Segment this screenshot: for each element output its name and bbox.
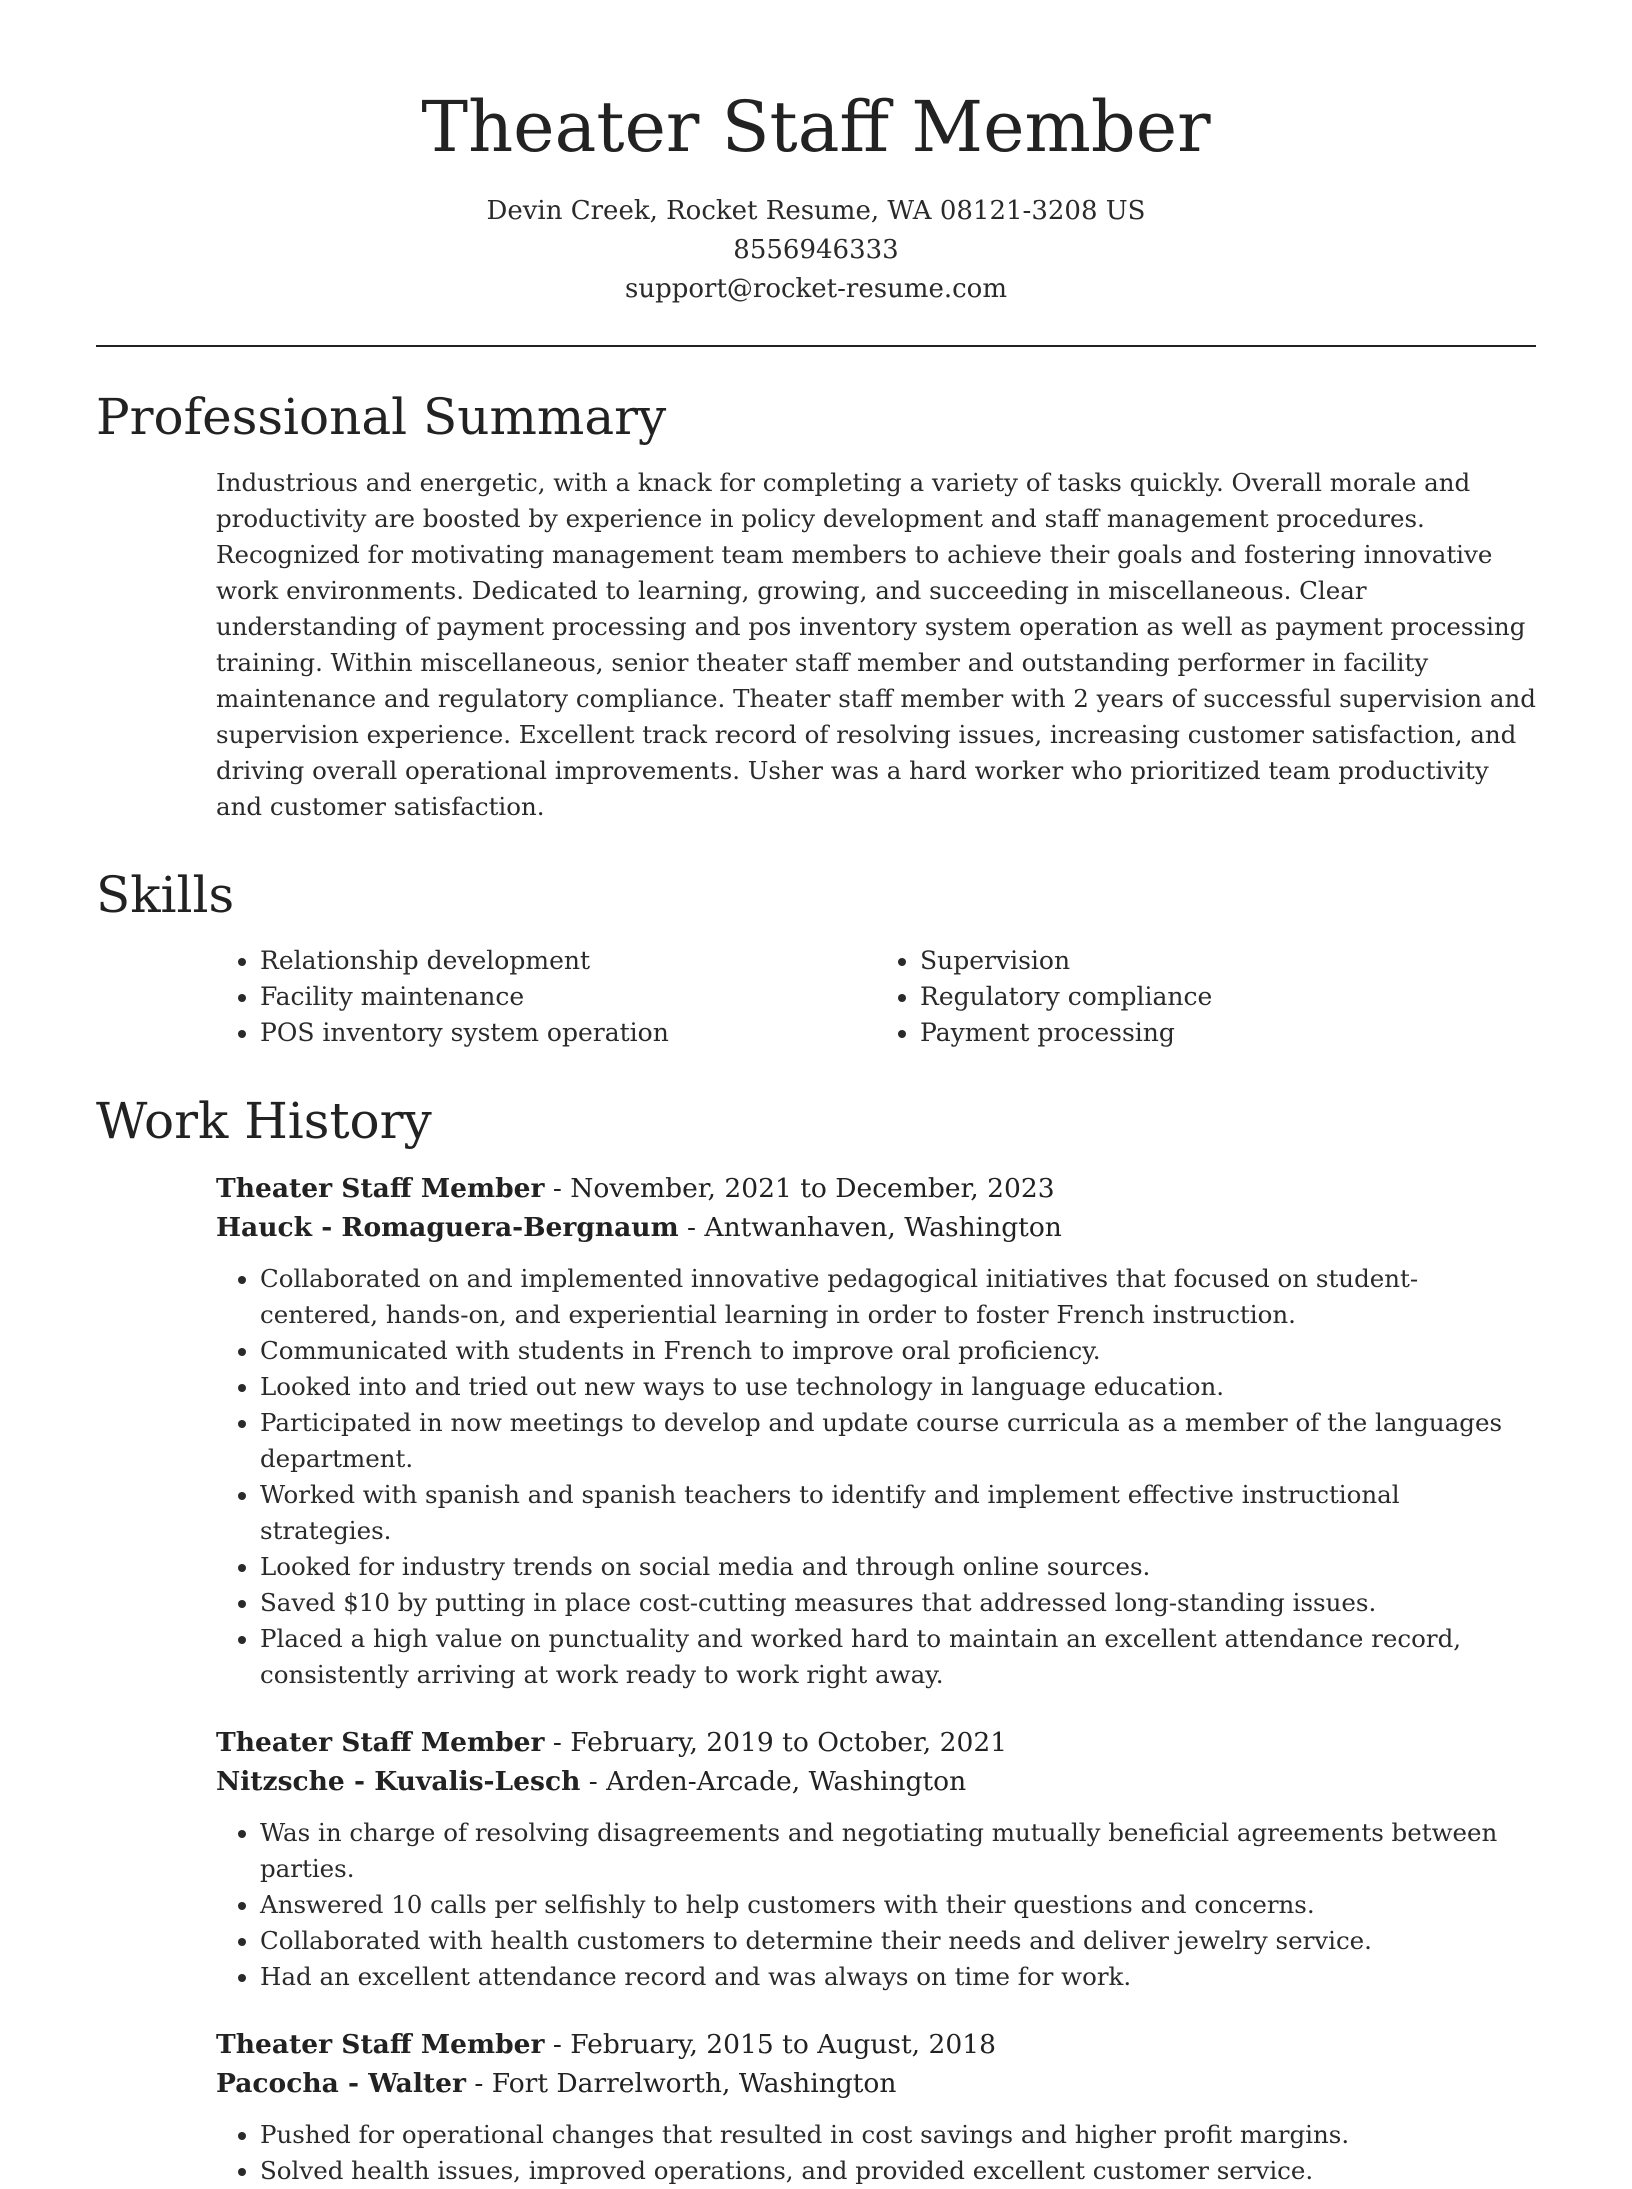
job-duty: • Looked into and tried out new ways to use technology in language education. — [260, 1369, 1536, 1405]
job-duty: • Participated in now meetings to develop and update course curricula as a member of the languages department. — [260, 1405, 1536, 1477]
summary-text: Industrious and energetic, with a knack for completing a variety of tasks quickly. Overall morale and productivity are boosted by experience in policy development and staff management procedures. Recognized for motivating management team members to achieve their goals and fostering innovative work environments. Dedicated to learning, growing, and succeeding in miscellaneous. Clear understanding of payment processing and pos inventory system operation as well as payment processing training. Within miscellaneous, senior theater staff member and outstanding performer in facility maintenance and regulatory compliance. Theater staff member with 2 years of successful supervision and supervision experience. Excellent track record of resolving issues, increasing customer satisfaction, and driving overall operational improvements. Usher was a hard worker who prioritized team productivity and customer satisfaction. — [216, 468, 1536, 821]
job-company: Pacocha - Walter — [216, 2068, 466, 2099]
job-dates: - February, 2015 to August, 2018 — [544, 2029, 996, 2060]
skill-item: • Payment processing — [920, 1015, 1536, 1051]
job-duty: • Worked with spanish and spanish teachers to identify and implement effective instructional strategies. — [260, 1477, 1536, 1549]
job-location: - Fort Darrelworth, Washington — [465, 2068, 897, 2099]
job-position: Theater Staff Member — [216, 1727, 545, 1758]
job-title-line — [216, 1169, 1536, 1208]
job-entry — [216, 1723, 1536, 1995]
job-location: - Antwanhaven, Washington — [678, 1212, 1062, 1243]
job-duty: • Saved $10 by putting in place cost-cutting measures that addressed long-standing issues. — [260, 1585, 1536, 1621]
job-duties — [216, 2117, 1536, 2189]
header-divider — [96, 345, 1536, 347]
job-duty: • Answered 10 calls per selfishly to help customers with their questions and concerns. — [260, 1887, 1536, 1923]
job-duty: • Collaborated on and implemented innovative pedagogical initiatives that focused on student-centered, hands-on, and experiential learning in order to foster French instruction. — [260, 1261, 1536, 1333]
skill-item: • POS inventory system operation — [260, 1015, 876, 1051]
job-duties — [216, 1815, 1536, 1995]
job-entry — [216, 1169, 1536, 1693]
job-company-line — [216, 1208, 1536, 1247]
job-duties — [216, 1261, 1536, 1693]
job-entry — [216, 2025, 1536, 2189]
skill-item: • Facility maintenance — [260, 979, 876, 1015]
job-duty: • Was in charge of resolving disagreements and negotiating mutually beneficial agreements between parties. — [260, 1815, 1536, 1887]
contact-address: Devin Creek, Rocket Resume, WA 08121-3208 US — [486, 196, 1146, 226]
job-position: Theater Staff Member — [216, 1173, 545, 1204]
contact-phone: 8556946333 — [733, 235, 899, 265]
job-duty: • Communicated with students in French to improve oral proficiency. — [260, 1333, 1536, 1369]
job-duty: • Pushed for operational changes that resulted in cost savings and higher profit margins. — [260, 2117, 1536, 2153]
job-title-line — [216, 1723, 1536, 1762]
contact-block — [96, 192, 1536, 309]
job-position: Theater Staff Member — [216, 2029, 545, 2060]
job-duty: • Looked for industry trends on social media and through online sources. — [260, 1549, 1536, 1585]
job-dates: - November, 2021 to December, 2023 — [544, 1173, 1055, 1204]
job-duty: • Solved health issues, improved operations, and provided excellent customer service. — [260, 2153, 1536, 2189]
job-location: - Arden-Arcade, Washington — [580, 1766, 967, 1797]
skill-item: • Supervision — [920, 943, 1536, 979]
job-company-line — [216, 2064, 1536, 2103]
job-company-line — [216, 1762, 1536, 1801]
skills-column-left — [216, 943, 876, 1051]
skills-title: Skills — [96, 866, 235, 924]
job-company: Hauck - Romaguera-Bergnaum — [216, 1212, 679, 1243]
skills-column-right — [876, 943, 1536, 1051]
job-duty: • Had an excellent attendance record and was always on time for work. — [260, 1959, 1536, 1995]
summary-title: Professional Summary — [96, 388, 667, 446]
resume-header — [96, 0, 1536, 309]
contact-email: support@rocket-resume.com — [624, 274, 1007, 304]
skills-list — [216, 943, 1536, 1051]
skill-item: • Regulatory compliance — [920, 979, 1536, 1015]
skills-section — [96, 865, 1536, 1051]
job-company: Nitzsche - Kuvalis-Lesch — [216, 1766, 581, 1797]
work-history-title: Work History — [96, 1092, 432, 1150]
job-duty: • Placed a high value on punctuality and worked hard to maintain an excellent attendance record, consistently arriving at work ready to work right away. — [260, 1621, 1536, 1693]
skill-item: • Relationship development — [260, 943, 876, 979]
summary-section — [96, 387, 1536, 825]
job-title-line — [216, 2025, 1536, 2064]
candidate-name: Theater Staff Member — [421, 86, 1211, 168]
job-dates: - February, 2019 to October, 2021 — [544, 1727, 1008, 1758]
work-history-section — [96, 1091, 1536, 2189]
job-duty: • Collaborated with health customers to determine their needs and deliver jewelry service. — [260, 1923, 1536, 1959]
